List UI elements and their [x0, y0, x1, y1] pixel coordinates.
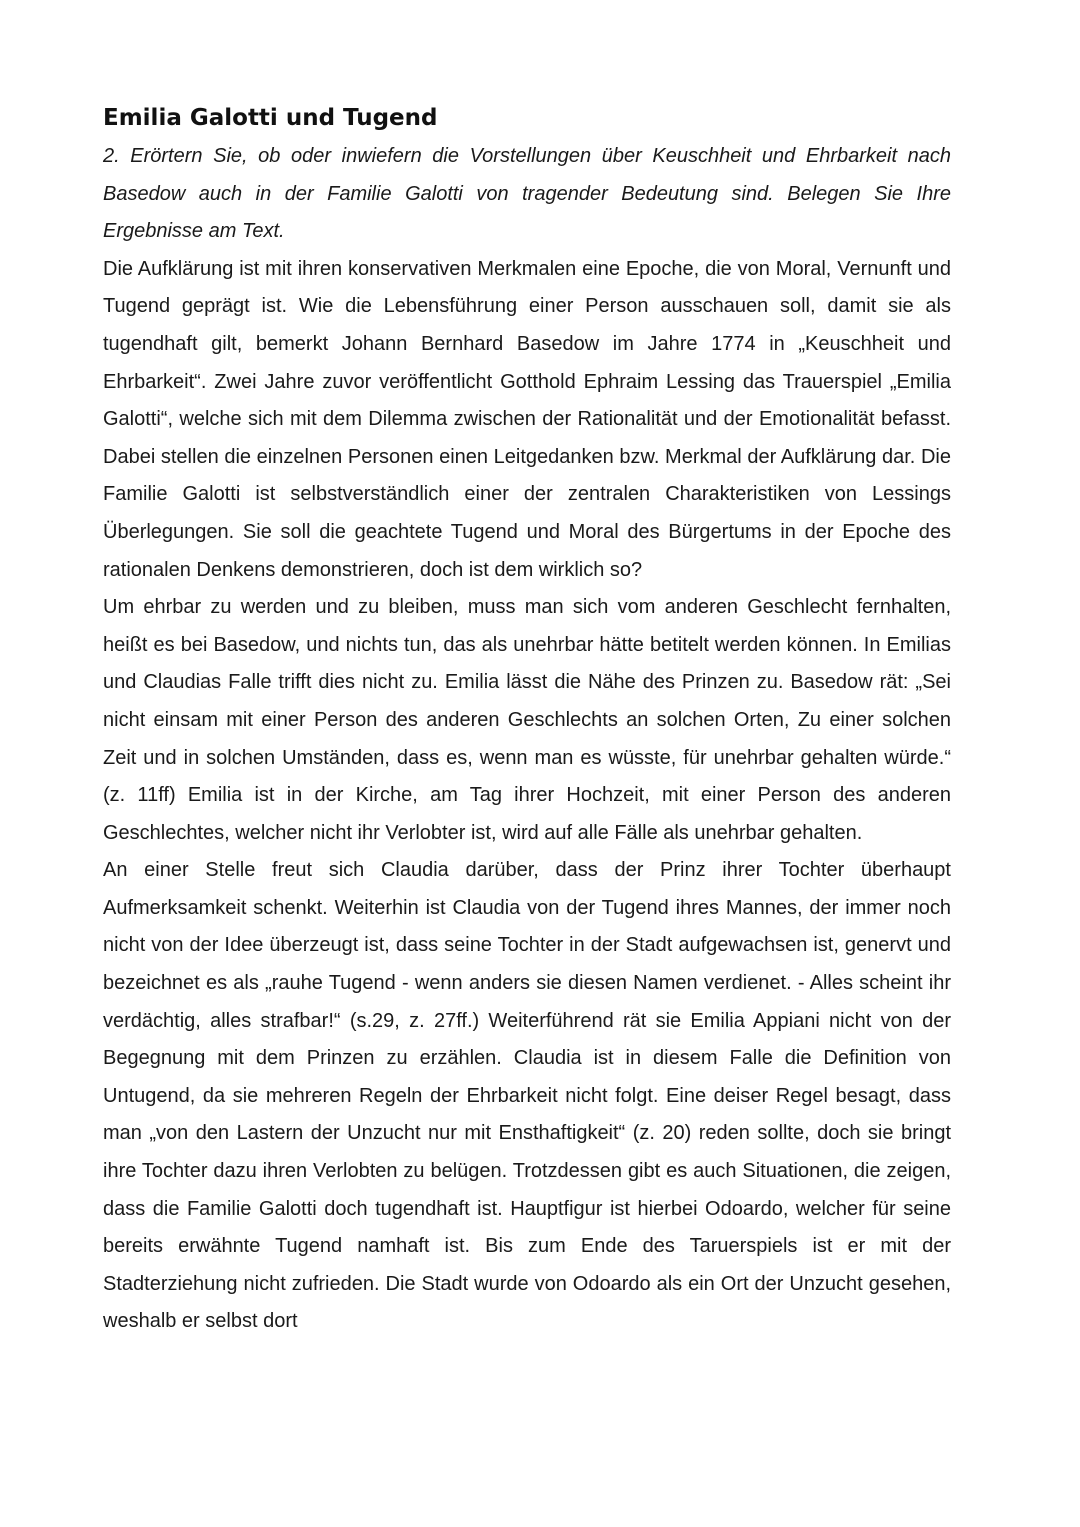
task-prompt: 2. Erörtern Sie, ob oder inwiefern die Vorstellungen über Keuschheit und Ehrbarkeit nach Basedow auch in der Familie Galotti von tragender Bedeutung sind. Belegen Sie Ihre Ergebnisse am Text. [103, 145, 951, 243]
paragraph-claudia-odoardo: An einer Stelle freut sich Claudia darüber, dass der Prinz ihrer Tochter überhaupt Aufmerksamkeit schenkt. Weiterhin ist Claudia von der Tugend ihres Mannes, der immer noch nicht von der Idee überzeugt ist, dass seine Tochter in der Stadt aufgewachsen ist, genervt und bezeichnet es als „rauhe Tugend - wenn anders sie diesen Namen verdienet. - Alles scheint ihr verdächtig, alles strafbar!“ (s.29, z. 27ff.) Weiterführend rät sie Emilia Appiani nicht von der Begegnung mit dem Prinzen zu erzählen. Claudia ist in diesem Falle die Definition von Untugend, da sie mehreren Regeln der Ehrbarkeit nicht folgt. Eine deiser Regel besagt, dass man „von den Lastern der Unzucht nur mit Ensthaftigkeit“ (z. 20) reden sollte, doch sie bringt ihre Tochter dazu ihren Verlobten zu belügen. Trotzdessen gibt es auch Situationen, die zeigen, dass die Familie Galotti doch tugendhaft ist. Hauptfigur ist hierbei Odoardo, welcher für seine bereits erwähnte Tugend namhaft ist. Bis zum Ende des Taruerspiels ist er mit der Stadterziehung nicht zufrieden. Die Stadt wurde von Odoardo als ein Ort der Unzucht gesehen, weshalb er selbst dort [103, 859, 951, 1333]
paragraph-introduction: Die Aufklärung ist mit ihren konservativen Merkmalen eine Epoche, die von Moral, Vernunft und Tugend geprägt ist. Wie die Lebensführung einer Person ausschauen soll, damit sie als tugendhaft gilt, bemerkt Johann Bernhard Basedow im Jahre 1774 in „Keuschheit und Ehrbarkeit“. Zwei Jahre zuvor veröffentlicht Gotthold Ephraim Lessing das Trauerspiel „Emilia Galotti“, welche sich mit dem Dilemma zwischen der Rationalität und der Emotionalität befasst. Dabei stellen die einzelnen Personen einen Leitgedanken bzw. Merkmal der Aufklärung dar. Die Familie Galotti ist selbstverständlich einer der zentralen Charakteristiken von Lessings Überlegungen. Sie soll die geachtete Tugend und Moral des Bürgertums in der Epoche des rationalen Denkens demonstrieren, doch ist dem wirklich so? [103, 257, 951, 581]
document-title: Emilia Galotti und Tugend [103, 105, 438, 131]
document-page [103, 98, 951, 1341]
paragraph-basedow-rules: Um ehrbar zu werden und zu bleiben, muss man sich vom anderen Geschlecht fernhalten, heißt es bei Basedow, und nichts tun, das als unehrbar hätte betitelt werden können. In Emilias und Claudias Falle trifft dies nicht zu. Emilia lässt die Nähe des Prinzen zu. Basedow rät: „Sei nicht einsam mit einer Person des anderen Geschlechts an solchen Orten, Zu einer solchen Zeit und in solchen Umständen, dass es, wenn man es wüsste, für unehrbar gehalten würde.“ (z. 11ff) Emilia ist in der Kirche, am Tag ihrer Hochzeit, mit einer Person des anderen Geschlechtes, welcher nicht ihr Verlobter ist, wird auf alle Fälle als unehrbar gehalten. [103, 596, 951, 844]
